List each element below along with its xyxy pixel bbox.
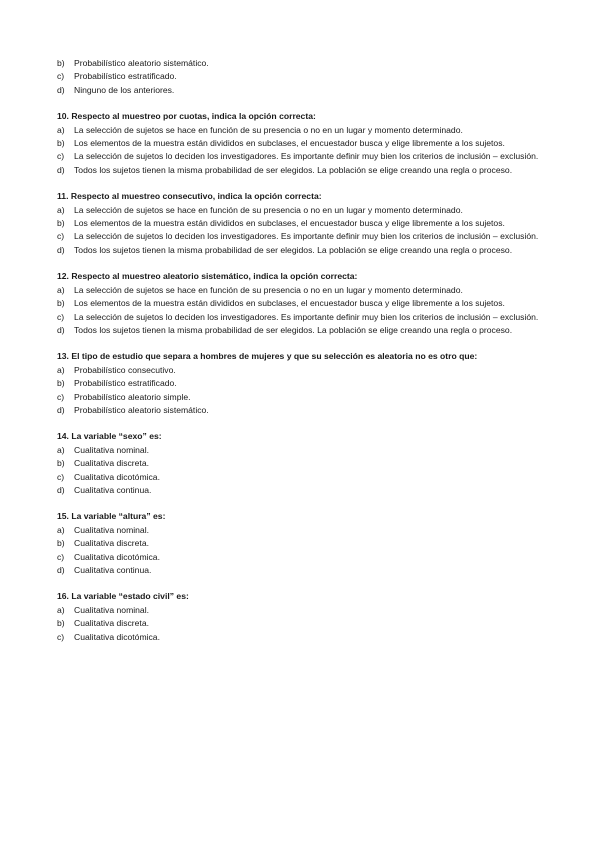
leading-options: [57, 57, 546, 97]
option-letter: c): [57, 311, 65, 322]
option-text: Probabilístico aleatorio sistemático.: [74, 404, 209, 415]
option-letter: b): [57, 458, 65, 469]
option-text: Cualitativa nominal.: [74, 524, 149, 535]
option-c: [57, 311, 546, 324]
option-c: [57, 150, 546, 163]
option-c: [57, 391, 546, 404]
option-letter: d): [57, 484, 65, 495]
question-16: [57, 590, 546, 644]
option-text: Cualitativa dicotómica.: [74, 631, 160, 642]
question-title: 15. La variable “altura” es:: [57, 511, 166, 522]
option-letter: b): [57, 298, 65, 309]
option-d: [57, 244, 546, 257]
option-letter: d): [57, 565, 65, 575]
option-text: Probabilístico estratificado.: [74, 378, 177, 389]
option-c: [57, 70, 546, 83]
option-text: Todos los sujetos tienen la misma probabilidad de ser elegidos. La población se elige creando una regla o proceso.: [74, 244, 513, 255]
option-letter: c): [57, 631, 65, 642]
option-text: Cualitativa continua.: [74, 484, 152, 495]
option-letter: a): [57, 284, 65, 295]
option-letter: b): [57, 618, 65, 629]
question-13: [57, 350, 546, 417]
question-15: [57, 510, 546, 577]
option-b: [57, 457, 546, 470]
option-b: [57, 537, 546, 550]
option-letter: d): [57, 164, 65, 175]
option-letter: c): [57, 151, 65, 162]
option-b: [57, 137, 546, 150]
option-letter: c): [57, 551, 65, 562]
option-b: [57, 217, 546, 230]
question-title: 13. El tipo de estudio que separa a hombres de mujeres y que su selección es aleatoria no es otro que:: [57, 351, 478, 362]
option-text: Probabilístico aleatorio sistemático.: [74, 58, 209, 68]
option-b: [57, 617, 546, 630]
question-title: 11. Respecto al muestreo consecutivo, indica la opción correcta:: [57, 191, 322, 202]
option-text: Probabilístico estratificado.: [74, 71, 177, 82]
option-b: [57, 297, 546, 310]
option-letter: a): [57, 524, 65, 535]
option-text: La selección de sujetos lo deciden los investigadores. Es importante definir muy bien los criterios de inclusión – exclusión.: [74, 151, 539, 162]
option-a: [57, 284, 546, 297]
option-text: Cualitativa discreta.: [74, 618, 149, 629]
option-d: [57, 484, 546, 497]
option-a: [57, 444, 546, 457]
option-letter: d): [57, 404, 65, 415]
option-text: La selección de sujetos se hace en función de su presencia o no en un lugar y momento determinado.: [74, 284, 463, 295]
option-a: [57, 364, 546, 377]
option-letter: c): [57, 391, 65, 402]
option-d: [57, 164, 546, 177]
question-11: [57, 190, 546, 257]
option-text: Cualitativa nominal.: [74, 604, 149, 615]
option-letter: d): [57, 244, 65, 255]
option-text: La selección de sujetos lo deciden los investigadores. Es importante definir muy bien los criterios de inclusión – exclusión.: [74, 231, 539, 242]
option-b: [57, 57, 546, 70]
option-text: Probabilístico aleatorio simple.: [74, 391, 191, 402]
option-text: Cualitativa discreta.: [74, 538, 149, 549]
option-letter: a): [57, 364, 65, 375]
question-title: 14. La variable “sexo” es:: [57, 431, 162, 442]
question-12: [57, 270, 546, 337]
option-text: Cualitativa nominal.: [74, 444, 149, 455]
option-letter: a): [57, 604, 65, 615]
option-text: Cualitativa discreta.: [74, 458, 149, 469]
option-a: [57, 124, 546, 137]
option-text: Los elementos de la muestra están divididos en subclases, el encuestador busca y elige libremente a los sujetos.: [74, 298, 505, 309]
question-title: 12. Respecto al muestreo aleatorio sistemático, indica la opción correcta:: [57, 271, 358, 282]
option-letter: d): [57, 84, 65, 95]
question-10: [57, 110, 546, 177]
option-d: [57, 84, 546, 97]
option-letter: b): [57, 538, 65, 549]
option-c: [57, 631, 546, 644]
option-text: La selección de sujetos se hace en función de su presencia o no en un lugar y momento determinado.: [74, 124, 463, 135]
option-text: La selección de sujetos lo deciden los investigadores. Es importante definir muy bien los criterios de inclusión – exclusión.: [74, 311, 539, 322]
option-letter: a): [57, 204, 65, 215]
option-letter: a): [57, 124, 65, 135]
option-letter: b): [57, 138, 65, 149]
option-b: [57, 377, 546, 390]
option-letter: a): [57, 444, 65, 455]
option-letter: b): [57, 58, 65, 68]
option-c: [57, 471, 546, 484]
option-d: [57, 324, 546, 337]
option-text: Los elementos de la muestra están divididos en subclases, el encuestador busca y elige libremente a los sujetos.: [74, 138, 505, 149]
option-text: Todos los sujetos tienen la misma probabilidad de ser elegidos. La población se elige creando una regla o proceso.: [74, 324, 513, 335]
option-c: [57, 551, 546, 564]
question-14: [57, 430, 546, 497]
option-letter: c): [57, 71, 65, 82]
option-text: La selección de sujetos se hace en función de su presencia o no en un lugar y momento determinado.: [74, 204, 463, 215]
option-a: [57, 204, 546, 217]
option-a: [57, 604, 546, 617]
option-a: [57, 524, 546, 537]
option-c: [57, 230, 546, 243]
option-d: [57, 404, 546, 417]
option-letter: d): [57, 324, 65, 335]
option-text: Probabilístico consecutivo.: [74, 364, 176, 375]
question-title: 10. Respecto al muestreo por cuotas, indica la opción correcta:: [57, 111, 316, 122]
option-letter: b): [57, 218, 65, 229]
question-title: 16. La variable “estado civil” es:: [57, 591, 189, 602]
option-text: Cualitativa dicotómica.: [74, 551, 160, 562]
option-letter: c): [57, 471, 65, 482]
option-d: [57, 564, 546, 577]
option-text: Cualitativa continua.: [74, 565, 152, 575]
option-letter: c): [57, 231, 65, 242]
option-text: Ninguno de los anteriores.: [74, 84, 175, 95]
option-text: Todos los sujetos tienen la misma probabilidad de ser elegidos. La población se elige creando una regla o proceso.: [74, 164, 513, 175]
option-text: Cualitativa dicotómica.: [74, 471, 160, 482]
option-letter: b): [57, 378, 65, 389]
option-text: Los elementos de la muestra están divididos en subclases, el encuestador busca y elige libremente a los sujetos.: [74, 218, 505, 229]
